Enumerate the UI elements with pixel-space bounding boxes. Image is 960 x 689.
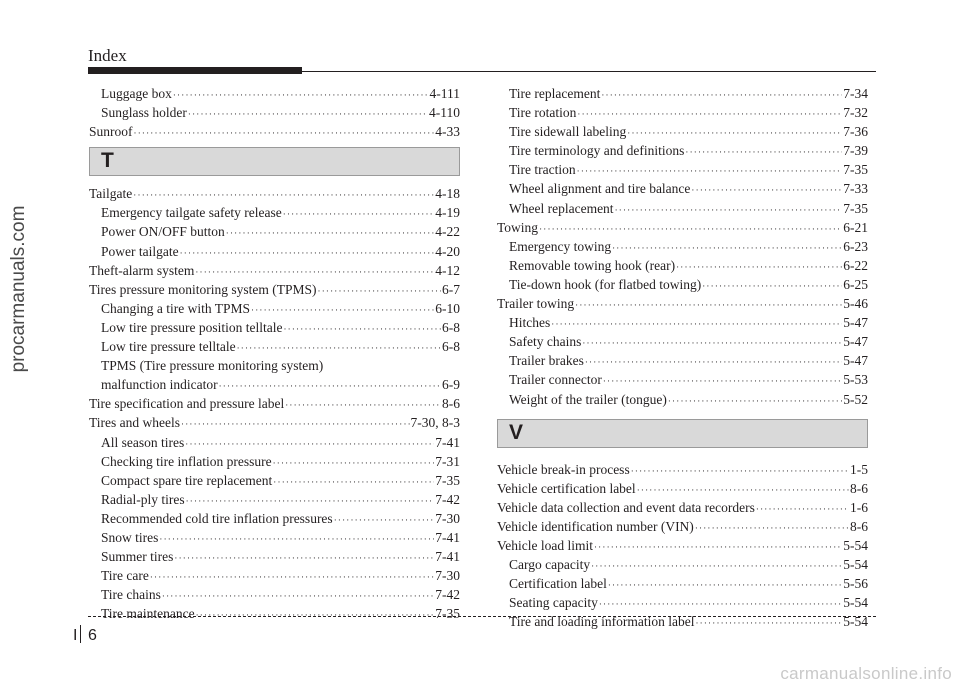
index-entry: Tailgate ····· 4-18: [89, 184, 460, 203]
index-entry: Snow tires ····· 7-41: [89, 528, 460, 547]
index-entry: Changing a tire with TPMS ····· 6-10: [89, 299, 460, 318]
index-entry-heading: TPMS (Tire pressure monitoring system): [101, 358, 324, 374]
index-entry: Theft-alarm system ····· 4-12: [89, 261, 460, 280]
index-entry: malfunction indicator ····· 6-9: [89, 375, 460, 394]
index-entry: Emergency towing ····· 6-23: [497, 237, 868, 256]
index-entry: Tire chains ····· 7-42: [89, 585, 460, 604]
index-entry: Tire specification and pressure label ····· 8-6: [89, 394, 460, 413]
index-entry: Emergency tailgate safety release ····· 4-19: [89, 203, 460, 222]
index-entry: Power ON/OFF button ····· 4-22: [89, 222, 460, 241]
index-entry: Radial-ply tires ····· 7-42: [89, 490, 460, 509]
index-entry: Tires and wheels ····· 7-30, 8-3: [89, 413, 460, 432]
index-column-left: [89, 84, 460, 623]
index-entry: Sunroof ····· 4-33: [89, 122, 460, 141]
index-entry: Hitches ····· 5-47: [497, 313, 868, 332]
index-entry: Low tire pressure position telltale ····· 6-8: [89, 318, 460, 337]
page-header-title: Index: [88, 46, 127, 65]
footer-rule: [88, 616, 876, 617]
index-entry: Tire and loading information label ····· 5-54: [497, 612, 868, 631]
index-entry: Tire traction ····· 7-35: [497, 160, 868, 179]
index-entry: Power tailgate ····· 4-20: [89, 242, 460, 261]
footer-page-number: 6: [88, 627, 97, 644]
index-entry: Towing ····· 6-21: [497, 218, 868, 237]
side-watermark: procarmanuals.com: [8, 205, 29, 373]
index-column-right: [497, 84, 868, 631]
footer-section-letter: I: [73, 627, 78, 644]
footer-separator: [80, 625, 81, 643]
index-entry: Tire care ····· 7-30: [89, 566, 460, 585]
index-entry: Seating capacity ····· 5-54: [497, 593, 868, 612]
index-entry: Summer tires ····· 7-41: [89, 547, 460, 566]
index-entry: Tire terminology and definitions ····· 7-39: [497, 141, 868, 160]
index-entry: Tire replacement ····· 7-34: [497, 84, 868, 103]
index-entry: Tie-down hook (for flatbed towing) ····· 6-25: [497, 275, 868, 294]
index-entry: Safety chains ····· 5-47: [497, 332, 868, 351]
index-entry: Trailer connector ····· 5-53: [497, 370, 868, 389]
index-entry: Vehicle certification label ····· 8-6: [497, 479, 868, 498]
index-entry: Wheel replacement ····· 7-35: [497, 199, 868, 218]
index-entry: Cargo capacity ····· 5-54: [497, 555, 868, 574]
index-entry: Tires pressure monitoring system (TPMS) ····· 6-7: [89, 280, 460, 299]
index-entry: Vehicle load limit ····· 5-54: [497, 536, 868, 555]
section-header-v: V: [497, 419, 868, 448]
index-entry: Vehicle break-in process ····· 1-5: [497, 460, 868, 479]
index-entry: Wheel alignment and tire balance ····· 7-33: [497, 179, 868, 198]
index-entry: Low tire pressure telltale ····· 6-8: [89, 337, 460, 356]
header-rule: [302, 71, 876, 72]
index-entry: Trailer towing ····· 5-46: [497, 294, 868, 313]
index-entry: Removable towing hook (rear) ····· 6-22: [497, 256, 868, 275]
index-entry: Luggage box ····· 4-111: [89, 84, 460, 103]
index-entry: Tire sidewall labeling ····· 7-36: [497, 122, 868, 141]
index-entry: Vehicle identification number (VIN) ····· 8-6: [497, 517, 868, 536]
header-bar: [88, 67, 302, 74]
index-entry: Sunglass holder ····· 4-110: [89, 103, 460, 122]
section-header-t: T: [89, 147, 460, 176]
index-entry: Vehicle data collection and event data recorders ····· 1-6: [497, 498, 868, 517]
index-entry: Recommended cold tire inflation pressures ····· 7-30: [89, 509, 460, 528]
bottom-watermark: carmanualsonline.info: [780, 664, 952, 683]
index-entry: Weight of the trailer (tongue) ····· 5-52: [497, 390, 868, 409]
index-entry: Trailer brakes ····· 5-47: [497, 351, 868, 370]
index-entry: Checking tire inflation pressure ····· 7-31: [89, 452, 460, 471]
index-entry: Certification label ····· 5-56: [497, 574, 868, 593]
index-entry: Tire maintenance ····· 7-35: [89, 604, 460, 623]
index-entry: Compact spare tire replacement ····· 7-35: [89, 471, 460, 490]
index-entry: Tire rotation ····· 7-32: [497, 103, 868, 122]
index-entry: All season tires ····· 7-41: [89, 433, 460, 452]
